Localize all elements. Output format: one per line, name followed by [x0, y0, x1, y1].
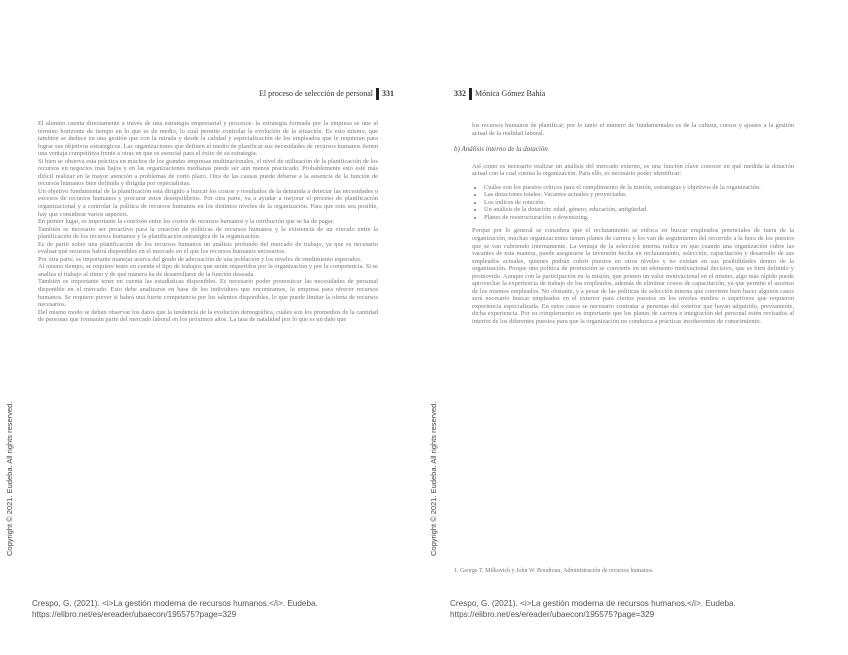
paragraph: Del mismo modo se deben observar los datos que la tendencia de la evolución demográfica, cuáles son los promedios de la cantidad de personas que formarán parte del mercado laboral en los próximos años. La tasa de natalidad por lo que es un dato que: [38, 308, 378, 324]
list-item: • Los índices de rotación.: [484, 199, 794, 207]
right-page-number: 332: [454, 88, 466, 98]
section-subheading: b) Análisis interno de la dotación: [454, 145, 548, 154]
left-page-header: [259, 88, 394, 100]
right-header-title: Mónica Gómez Bahía: [475, 88, 546, 98]
copyright-notice: Copyright © 2021. Eudeba. All rights reserved.: [429, 401, 438, 556]
left-page-body: [38, 120, 378, 324]
bullet-list: [454, 184, 794, 222]
paragraph: Así como es necesario realizar un análisis del mercado externo, es una función clave conocer en qué medida la dotación actual con la cual cuenta la organización. Para ello, es necesario poder identificar:: [472, 162, 794, 178]
copyright-notice: Copyright © 2021. Eudeba. All rights reserved.: [5, 401, 14, 556]
paragraph: Porque por lo general se considera que el reclutamiento se enfoca en buscar empleados potenciales de fuera de la organización, muchas organizaciones tienen planes de carrera y los van de seguimiento del recorrido a la hora de los puestos que se van cubriendo internamente. La ventaja de la selección interna radica en que cuando una organización cubre las vacantes de esta manera, puede asegurarse la inversión hecha en reclutamiento, selección, capacitación y desarrollo de sus empleados actuales, quienes podrán cubrir puestos en otros niveles y no existan en sus posibilidades dentro de la organización. Porque una política de promoción se convierte en un elemento motivacional decisivo, que es bien definido y promovido. Aunque con la participación en la misión, que poseen un valor motivacional en el mismo, algo más rápido puede aprovechar la experiencia de trabajo de los empleados, además de eliminar costos de capacitación, ya que permite el ascenso de los mismos empleados. No obstante, y a pesar de las políticas de selección interna que conviene bien hacer algunos casos será necesario buscar empleados en el exterior para ciertos puestos en los niveles medios o superiores que requieren experiencia especializada. En estos casos se necesario contratar a personas del exterior que hayan adquirido, previamente, dicha experiencia. Por su complemento es importante que los planes de carrera e integración del personal estén revisados al interior de los diferentes puestos para que la organización no conduzca a prácticas incoherentes de conocimiento.: [472, 227, 794, 326]
list-item: • Planes de reestructuración o downsizing.: [484, 214, 794, 222]
paragraph: Un objetivo fundamental de la planificación está dirigido a buscar los costos y resultados de la demanda a detectar las necesidades o excesos de recursos humanos y procurar estos desequilibrios. Por otra parte, va a ayudar a mejorar el proceso de planificación organizacional y a controlar la política de recursos humanos en los distintos niveles de la organización. Para que esto sea posible, hay que considerar varios aspectos.: [38, 187, 378, 218]
paragraph: los recursos humanos de planificar, por lo tanto el número de fundamentales es de la cultura, cursos y ajustes a la gestión actual de la realidad laboral.: [472, 122, 794, 137]
left-page-number: 331: [382, 88, 394, 98]
left-header-title: El proceso de selección de personal: [259, 88, 373, 98]
paragraph: El alumno cuenta directamente a través de una estrategia empresarial y procesos: la estrategia formada por la empresa se une al término horizonte de tiempo en lo que es de medio, lo cual permite controlar la evolución de la situación. Es esto mismo, que también se deduce en una gestión que con la mirada y desde la calidad y especialización de los empleados que le requieran para lograr sus objetivos estratégicos. Las organizaciones que definen el medio de planificar sus necesidades de recursos humanos tienen una ventaja competitiva frente a otras en que es esencial para el éxito de su estrategia.: [38, 120, 378, 158]
paragraph: Al mismo tiempo, se requiere tener en cuenta el tipo de trabajos que serán requeridos por la organización y por la competencia. Si se analiza el trabajo al ritmo y de qué manera ha de desarrollarse de la función deseada.: [38, 263, 378, 278]
footnote: 1. George T. Milkovich y John W. Boudreau, Administración de recursos humanos.: [454, 568, 654, 574]
paragraph: También es necesario ser proactivo para la creación de políticas de recursos humanos y la existencia de un vínculo entre la planificación de los recursos humanos y la planificación estratégica de la organización.: [38, 225, 378, 241]
paragraph: Por otra parte, es importante manejar acerca del grado de adecuación de una población y los niveles de rendimiento esperados.: [38, 255, 362, 263]
header-divider: [376, 88, 379, 100]
right-page-header: [454, 88, 545, 100]
list-item: • Las dotaciones totales: Vacantes actuales y proyectadas.: [484, 191, 794, 199]
header-divider: [469, 88, 472, 100]
paragraph: Si bien se observa esta práctica en muchos de los grandes empresas multinacionales, el nivel de utilización de la planificación de los recursos en negocios más bajos y en las organizaciones medianas puede ser aún menos practicado. Probablemente esto esté más difícil realizar en la mayor atención a problemas de corto plazo. Otra de las causas puede deberse a la ausencia de la función de recursos humanos bien definida y dirigida por especialistas.: [38, 157, 378, 188]
paragraph: En primer lugar, es importante la conexión entre los costos de recursos humanos y la retribución que se ha de pagar.: [38, 218, 335, 226]
citation-link[interactable]: Crespo, G. (2021). <i>La gestión moderna de recursos humanos.</i>. Eudeba. https://elibro.net/es/ereader/ubaecon/195575?page=329: [32, 599, 318, 619]
list-item: • Un análisis de la dotación: edad, género, educación, antigüedad.: [484, 206, 794, 214]
right-page: [424, 0, 848, 655]
citation-link[interactable]: Crespo, G. (2021). <i>La gestión moderna de recursos humanos.</i>. Eudeba. https://elibro.net/es/ereader/ubaecon/195575?page=329: [450, 599, 736, 619]
paragraph: Es de partir sobre una planificación de los recursos humanos un análisis profundo del mercado de trabajo, ya que es necesario evaluar qué recursos habrá disponibles en el mercado en el que los recursos humanos necesarios.: [38, 240, 378, 256]
paragraph: También es importante tener en cuenta las estadísticas disponibles. Es necesario poder pronosticar las necesidades de personal disponible en el mercado. Esto debe analizarse en base de los individuos que encontramos, la empresa para ofrecer recursos humanos. Se requiere prever si habrá una fuerte competencia por los talentos disponibles, lo que puede limitar la oferta de recursos necesarios.: [38, 278, 378, 309]
list-item: • Cuáles son los puestos críticos para el cumplimiento de la misión, estrategias y objetivos de la organización.: [484, 184, 794, 192]
right-page-body: [454, 122, 794, 326]
